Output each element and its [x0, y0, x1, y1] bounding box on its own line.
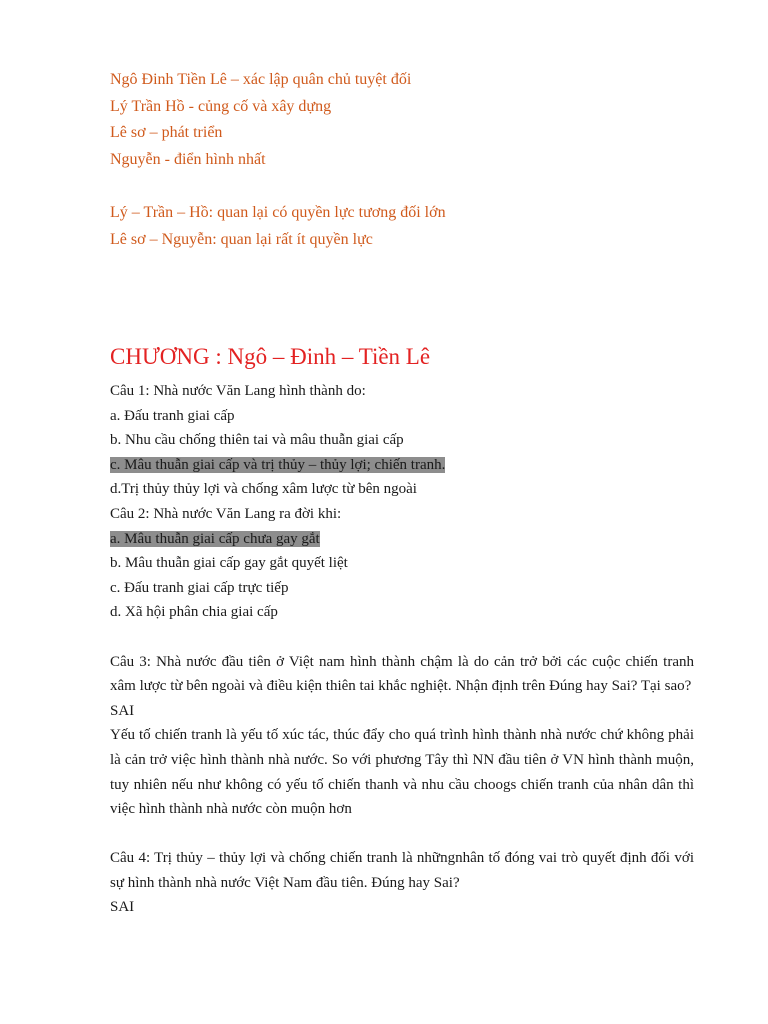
q2-option-d: d. Xã hội phân chia giai cấp [110, 604, 278, 621]
summary-line: Ngô Đinh Tiền Lê – xác lập quân chủ tuyệt đối [110, 71, 412, 88]
q1-option-a: a. Đấu tranh giai cấp [110, 407, 235, 424]
q1-option-d: d.Trị thủy thủy lợi và chống xâm lược từ bên ngoài [110, 481, 417, 498]
spacer [110, 173, 710, 200]
officials-line: Lê sơ – Nguyễn: quan lại rất ít quyền lực [110, 230, 373, 248]
q2-option-a [110, 527, 694, 552]
spacer [110, 822, 694, 847]
summary-line: Lê sơ – phát triển [110, 124, 223, 141]
chapter-title: CHƯƠNG : Ngô – Đinh – Tiền Lê [110, 344, 431, 369]
officials-line: Lý – Trần – Hồ: quan lại có quyền lực tương đối lớn [110, 204, 446, 221]
q2-option-b: b. Mâu thuẫn giai cấp gay gắt quyết liệt [110, 555, 348, 572]
question-2: Câu 2: Nhà nước Văn Lang ra đời khi: [110, 505, 342, 522]
q3-explanation: Yếu tố chiến tranh là yếu tố xúc tác, thúc đẩy cho quá trình hình thành nhà nước chứ không phải là cản trở việc hình thành nhà nước. So với phương Tây thì NN đầu tiên ở VN hình thành muộn, tuy nhiên nếu như không có yếu tố chiến thanh và nhu cầu choogs chiến tranh của nhân dân thì việc hình thành nhà nước còn muộn hơn [110, 727, 694, 818]
question-3: Câu 3: Nhà nước đầu tiên ở Việt nam hình thành chậm là do cản trở bởi các cuộc chiến tranh xâm lược từ bên ngoài và điều kiện thiên tai khắc nghiệt. Nhận định trên Đúng hay Sai? Tại sao? [110, 653, 694, 695]
q3-answer: SAI [110, 702, 135, 719]
q1-option-b: b. Nhu cầu chống thiên tai và mâu thuẫn giai cấp [110, 432, 404, 449]
question-4: Câu 4: Trị thủy – thủy lợi và chống chiến tranh là nhữngnhân tố đóng vai trò quyết định đối với sự hình thành nhà nước Việt Nam đầu tiên. Đúng hay Sai? [110, 850, 694, 891]
q4-answer: SAI [110, 899, 135, 916]
answer-highlight: a. Mâu thuẫn giai cấp chưa gay gắt [110, 530, 320, 547]
questions-block [110, 379, 694, 920]
summary-line: Nguyễn - điển hình nhất [110, 150, 266, 168]
summary-block [110, 67, 710, 253]
q2-option-c: c. Đấu tranh giai cấp trực tiếp [110, 579, 289, 596]
summary-line: Lý Trần Hồ - củng cố và xây dựng [110, 97, 332, 115]
q1-option-c [110, 453, 694, 478]
spacer [110, 625, 694, 650]
question-1: Câu 1: Nhà nước Văn Lang hình thành do: [110, 383, 366, 399]
answer-highlight: c. Mâu thuẫn giai cấp và trị thủy – thủy lợi; chiến tranh. [110, 456, 446, 473]
